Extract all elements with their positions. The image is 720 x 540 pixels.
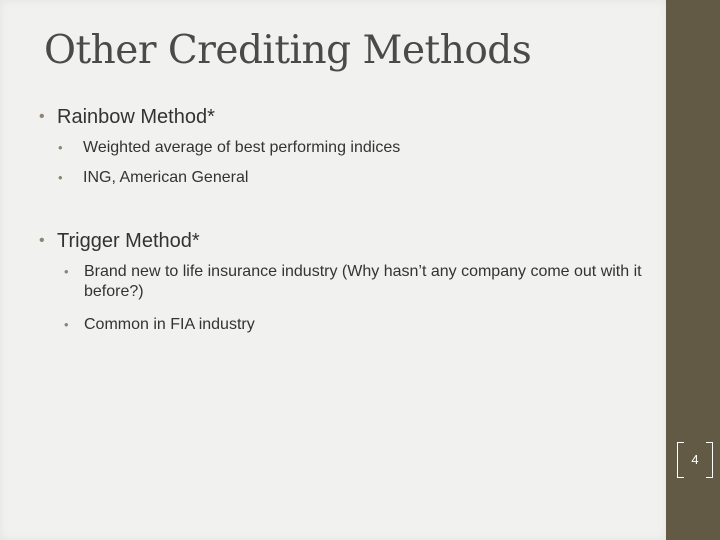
bullet-marker: • [39, 232, 45, 249]
sub-bullet-brand-new [64, 262, 644, 302]
sub-bullet-text: ING, American General [83, 169, 249, 186]
sub-bullet-text: Brand new to life insurance industry (Why hasn’t any company come out with it before?) [84, 263, 642, 300]
slide-number [677, 442, 713, 476]
slide-number-text: 4 [691, 451, 699, 467]
slide-title: Other Crediting Methods [44, 28, 532, 73]
bracket-left [677, 442, 684, 478]
sub-bullet-text: Weighted average of best performing indices [83, 139, 401, 156]
bullet-trigger-method [39, 230, 200, 252]
bullet-marker: • [58, 170, 63, 185]
bullet-marker: • [39, 108, 45, 125]
sub-bullet-common-fia [64, 315, 255, 335]
sub-bullet-weighted-average [58, 138, 400, 158]
bullet-rainbow-method [39, 106, 215, 128]
bullet-marker: • [58, 140, 63, 155]
bullet-marker: • [64, 264, 69, 279]
bullet-label-trigger: Trigger Method* [57, 230, 200, 252]
bullet-marker: • [64, 317, 69, 332]
sub-bullet-ing [58, 168, 248, 188]
bullet-label-rainbow: Rainbow Method* [57, 106, 215, 128]
sub-bullet-text: Common in FIA industry [84, 316, 255, 333]
bracket-right [706, 442, 713, 478]
